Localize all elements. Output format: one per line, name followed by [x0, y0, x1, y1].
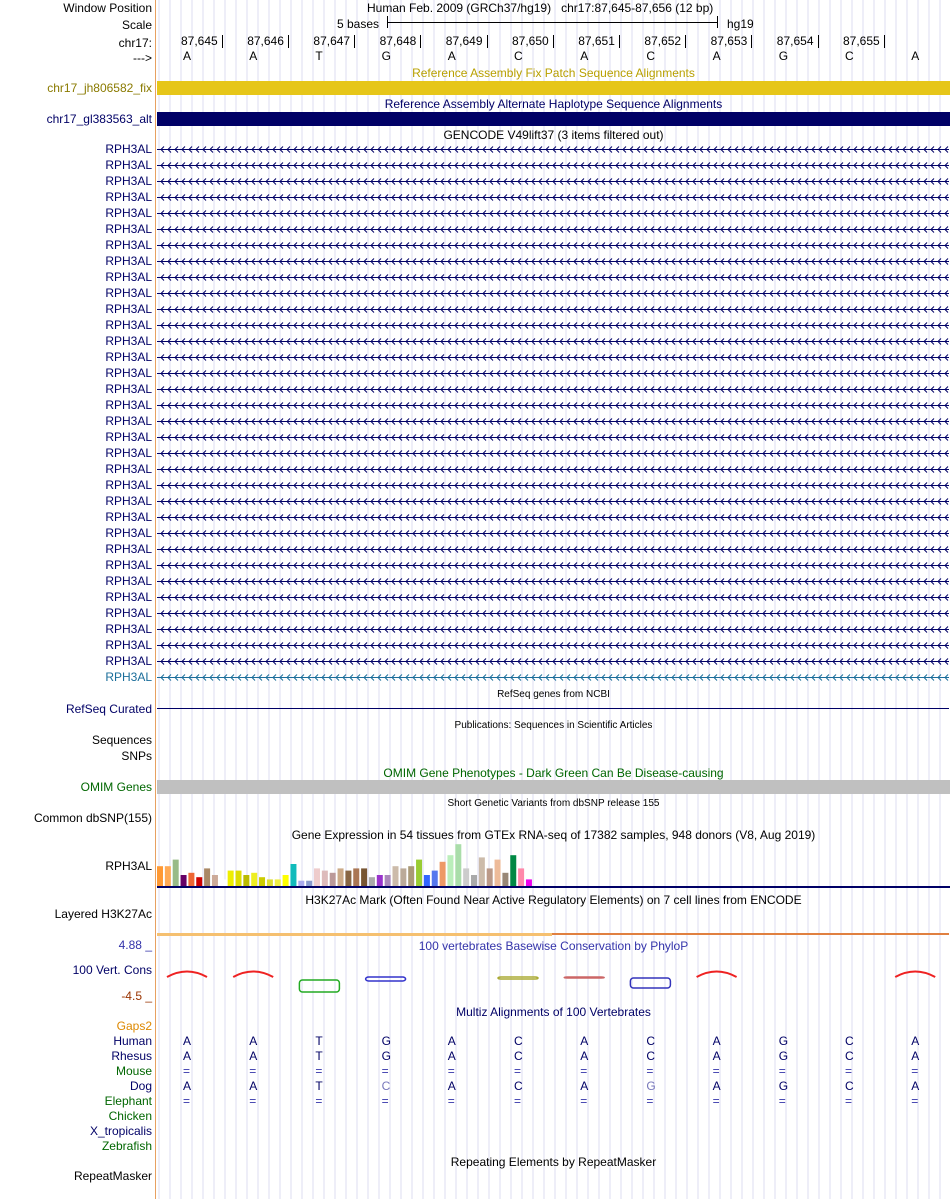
gencode-transcript-label[interactable]: RPH3AL	[105, 398, 152, 412]
gtex-tissue-bar[interactable]	[463, 868, 469, 886]
position-tick-label: 87,645	[181, 35, 223, 48]
gtex-tissue-bar[interactable]	[440, 862, 446, 886]
gencode-transcript-label[interactable]: RPH3AL	[105, 334, 152, 348]
alignment-base: =	[183, 1094, 191, 1108]
alignment-base: A	[580, 1079, 589, 1093]
gencode-transcript-label[interactable]: RPH3AL	[105, 558, 152, 572]
gtex-tissue-bar[interactable]	[518, 868, 524, 886]
gtex-tissue-bar[interactable]	[196, 877, 202, 886]
gtex-tissue-bar[interactable]	[487, 868, 493, 886]
alignment-base: A	[249, 1079, 258, 1093]
gtex-tissue-bar[interactable]	[314, 868, 320, 886]
alignment-base: A	[712, 1049, 721, 1063]
reference-base: A	[712, 49, 721, 63]
alignment-base: A	[911, 1034, 920, 1048]
gtex-tissue-bar[interactable]	[212, 875, 218, 886]
alignment-base: G	[646, 1079, 656, 1093]
refseq-title: RefSeq genes from NCBI	[497, 689, 610, 700]
gencode-transcript[interactable]	[157, 497, 949, 506]
gencode-transcript-label[interactable]: RPH3AL	[105, 254, 152, 268]
gencode-transcript[interactable]	[157, 353, 949, 362]
gencode-transcript-label[interactable]: RPH3AL	[105, 430, 152, 444]
gencode-transcript-label[interactable]: RPH3AL	[105, 238, 152, 252]
species-label[interactable]: Zebrafish	[101, 1139, 152, 1153]
gtex-tissue-bar[interactable]	[251, 873, 257, 886]
omim-label[interactable]: OMIM Genes	[80, 780, 152, 794]
alignment-base: =	[447, 1094, 455, 1108]
gtex-title: Gene Expression in 54 tissues from GTEx RNA-seq of 17382 samples, 948 donors (V8, Aug 2019)	[291, 828, 816, 842]
alignment-base: =	[778, 1064, 786, 1078]
phylop-label[interactable]: 100 Vert. Cons	[72, 963, 152, 977]
nonconserved-base-glyph	[366, 977, 406, 981]
gtex-tissue-bar[interactable]	[322, 871, 328, 886]
alignment-base: =	[845, 1064, 853, 1078]
gencode-transcript-label[interactable]: RPH3AL	[105, 494, 152, 508]
gtex-tissue-bar[interactable]	[173, 860, 179, 886]
fix-patch-title: Reference Assembly Fix Patch Sequence Alignments	[412, 66, 695, 80]
conserved-base-glyph	[895, 972, 935, 978]
alignment-base: =	[381, 1094, 389, 1108]
gencode-transcript[interactable]	[157, 193, 949, 202]
gencode-transcript-label[interactable]: RPH3AL	[105, 414, 152, 428]
gencode-transcript-label[interactable]: RPH3AL	[105, 462, 152, 476]
publications-label[interactable]: Sequences	[91, 733, 152, 747]
alignment-base: G	[778, 1034, 789, 1048]
gencode-transcript-label[interactable]: RPH3AL	[105, 606, 152, 620]
gencode-transcript[interactable]	[157, 529, 949, 538]
gtex-tissue-bar[interactable]	[377, 875, 383, 886]
gencode-transcript-label[interactable]: RPH3AL	[105, 222, 152, 236]
alignment-base: =	[249, 1094, 257, 1108]
gencode-transcript-label[interactable]: RPH3AL	[105, 638, 152, 652]
scale-bar-left-tick	[387, 16, 388, 28]
refseq-gene-line[interactable]	[157, 708, 949, 709]
dbsnp-title: Short Genetic Variants from dbSNP release 155	[447, 798, 660, 809]
alignment-base: A	[447, 1049, 456, 1063]
h3k27ac-signal-left	[157, 933, 552, 936]
gencode-transcript-label[interactable]: RPH3AL	[105, 542, 152, 556]
gencode-transcript[interactable]	[157, 273, 949, 282]
gencode-transcript[interactable]	[157, 257, 949, 266]
gencode-transcript-label[interactable]: RPH3AL	[105, 206, 152, 220]
gtex-tissue-bar[interactable]	[243, 875, 249, 886]
alignment-base: A	[911, 1049, 920, 1063]
gencode-transcript[interactable]	[157, 625, 949, 634]
alignment-base: A	[911, 1079, 920, 1093]
gtex-tissue-bar[interactable]	[181, 875, 187, 886]
gencode-transcript-label[interactable]: RPH3AL	[105, 622, 152, 636]
gtex-tissue-bar[interactable]	[455, 844, 461, 886]
publications-title: Publications: Sequences in Scientific Articles	[454, 720, 653, 731]
gencode-transcript[interactable]	[157, 657, 949, 666]
position-tick-label: 87,646	[247, 35, 289, 48]
fix-patch-label[interactable]: chr17_jh806582_fix	[47, 81, 152, 95]
position-tick-label: 87,649	[446, 35, 488, 48]
gtex-tissue-bar[interactable]	[432, 871, 438, 886]
h3k27ac-label[interactable]: Layered H3K27Ac	[54, 907, 152, 921]
gtex-tissue-bar[interactable]	[283, 875, 289, 886]
alignment-base: =	[580, 1094, 588, 1108]
alignment-base: C	[514, 1034, 523, 1048]
gencode-transcript[interactable]	[157, 417, 949, 426]
alignment-base: =	[712, 1064, 720, 1078]
repeatmasker-title: Repeating Elements by RepeatMasker	[450, 1155, 657, 1169]
alignment-base: A	[447, 1079, 456, 1093]
gtex-tissue-bar[interactable]	[188, 873, 194, 886]
alignment-base: C	[514, 1049, 523, 1063]
gtex-bar-chart[interactable]	[157, 840, 950, 890]
nonconserved-base-glyph	[630, 978, 670, 988]
phylop-min: -4.5 _	[121, 989, 152, 1003]
alignment-base: G	[778, 1049, 789, 1063]
gencode-transcript-label[interactable]: RPH3AL	[105, 574, 152, 588]
alignment-base: C	[381, 1079, 391, 1093]
gencode-transcript[interactable]	[157, 241, 949, 250]
chrom-label: chr17:	[118, 36, 152, 50]
alignment-base: =	[646, 1064, 654, 1078]
gencode-transcript[interactable]	[157, 305, 949, 314]
gencode-transcript-label[interactable]: RPH3AL	[105, 478, 152, 492]
gtex-tissue-bar[interactable]	[275, 879, 281, 886]
alignment-base: T	[315, 1079, 323, 1093]
gtex-tissue-bar[interactable]	[510, 855, 516, 886]
phylop-logo[interactable]	[157, 960, 950, 1000]
reference-base: C	[514, 49, 523, 63]
gtex-tissue-bar[interactable]	[338, 868, 344, 886]
gencode-transcript-label[interactable]: RPH3AL	[105, 270, 152, 284]
gencode-transcript-label[interactable]: RPH3AL	[105, 286, 152, 300]
gencode-transcript[interactable]	[157, 593, 949, 602]
gtex-tissue-bar[interactable]	[259, 877, 265, 886]
alignment-base: C	[514, 1079, 523, 1093]
snps-label[interactable]: SNPs	[121, 749, 152, 763]
alignment-base: C	[646, 1034, 656, 1048]
nonconserved-base-glyph	[299, 980, 339, 992]
alignment-base: A	[183, 1049, 192, 1063]
alignment-base: A	[183, 1079, 192, 1093]
gencode-transcript[interactable]	[157, 145, 949, 154]
conserved-base-glyph	[167, 972, 207, 978]
alignment-base: =	[911, 1064, 919, 1078]
gtex-tissue-bar[interactable]	[345, 871, 351, 886]
gencode-transcript[interactable]	[157, 369, 949, 378]
scale-text: 5 bases	[337, 17, 380, 31]
alignment-base: A	[249, 1049, 258, 1063]
species-label[interactable]: Mouse	[115, 1064, 152, 1078]
h3k27ac-title: H3K27Ac Mark (Often Found Near Active Regulatory Elements) on 7 cell lines from ENCODE	[305, 893, 802, 907]
dbsnp-label[interactable]: Common dbSNP(155)	[33, 811, 152, 825]
gencode-transcript-label[interactable]: RPH3AL	[105, 654, 152, 668]
assembly-name: Human Feb. 2009 (GRCh37/hg19)	[367, 1, 552, 15]
alignment-base: T	[315, 1049, 323, 1063]
window-position-label: Window Position	[63, 1, 152, 15]
alignment-base: C	[646, 1049, 656, 1063]
region-text: chr17:87,645-87,656 (12 bp)	[561, 1, 714, 15]
gencode-transcript-label[interactable]: RPH3AL	[105, 382, 152, 396]
scale-bar-right-tick	[717, 16, 718, 28]
window-position	[367, 1, 713, 15]
repeatmasker-label[interactable]: RepeatMasker	[73, 1169, 152, 1183]
alignment-base: =	[315, 1064, 323, 1078]
gtex-tissue-bar[interactable]	[424, 875, 430, 886]
conserved-base-glyph	[697, 972, 737, 978]
alignment-base: A	[183, 1034, 192, 1048]
position-tick-label: 87,650	[512, 35, 554, 48]
gtex-tissue-bar[interactable]	[157, 866, 163, 886]
omim-bar[interactable]	[157, 780, 950, 794]
gencode-transcript[interactable]	[157, 465, 949, 474]
gtex-tissue-bar[interactable]	[236, 871, 242, 886]
reference-base: G	[381, 49, 391, 63]
gtex-tissue-bar[interactable]	[416, 860, 422, 886]
gencode-transcript-label[interactable]: RPH3AL	[105, 190, 152, 204]
gtex-tissue-bar[interactable]	[361, 868, 367, 886]
gencode-transcript[interactable]	[157, 321, 949, 330]
gtex-tissue-bar[interactable]	[228, 871, 234, 886]
alignment-base: =	[778, 1094, 786, 1108]
reference-base: C	[646, 49, 656, 63]
gencode-transcript[interactable]	[157, 577, 949, 586]
gtex-tissue-bar[interactable]	[447, 855, 453, 886]
gtex-tissue-bar[interactable]	[353, 868, 359, 886]
gencode-transcript[interactable]	[157, 433, 949, 442]
alignment-base: =	[712, 1094, 720, 1108]
gtex-baseline	[157, 886, 950, 888]
position-tick-label: 87,653	[711, 35, 753, 48]
gtex-tissue-bar[interactable]	[220, 879, 226, 886]
gaps-label[interactable]: Gaps2	[116, 1019, 152, 1033]
gtex-tissue-bar[interactable]	[471, 875, 477, 886]
gtex-tissue-bar[interactable]	[526, 879, 532, 886]
gtex-tissue-bar[interactable]	[385, 875, 391, 886]
gencode-transcript[interactable]	[157, 209, 949, 218]
gtex-tissue-bar[interactable]	[400, 868, 406, 886]
gtex-tissue-bar[interactable]	[393, 866, 399, 886]
alignment-base: G	[778, 1079, 789, 1093]
multiz-title: Multiz Alignments of 100 Vertebrates	[456, 1005, 651, 1019]
gencode-transcript[interactable]	[157, 561, 949, 570]
refseq-label[interactable]: RefSeq Curated	[65, 702, 152, 716]
reference-base: A	[911, 49, 920, 63]
gtex-tissue-bar[interactable]	[408, 866, 414, 886]
alignment-base: T	[315, 1034, 323, 1048]
alignment-base: C	[845, 1049, 854, 1063]
gtex-tissue-bar[interactable]	[479, 857, 485, 886]
alignment-base: A	[712, 1079, 721, 1093]
reference-base: A	[249, 49, 258, 63]
alignment-base: =	[646, 1094, 654, 1108]
gtex-tissue-bar[interactable]	[369, 877, 375, 886]
position-tick-label: 87,648	[380, 35, 422, 48]
reference-base: C	[845, 49, 854, 63]
alignment-base: =	[845, 1094, 853, 1108]
gencode-transcript[interactable]	[157, 481, 949, 490]
nonconserved-base-glyph	[564, 977, 604, 978]
alignment-base: A	[580, 1034, 589, 1048]
species-label[interactable]: Rhesus	[111, 1049, 152, 1063]
reference-base: T	[315, 49, 323, 63]
species-label[interactable]: Chicken	[108, 1109, 152, 1123]
omim-title: OMIM Gene Phenotypes - Dark Green Can Be Disease-causing	[383, 766, 724, 780]
reference-base: A	[580, 49, 589, 63]
alignment-base: =	[183, 1064, 191, 1078]
alignment-base: C	[845, 1034, 854, 1048]
gencode-transcript-label[interactable]: RPH3AL	[105, 446, 152, 460]
position-tick-label: 87,647	[313, 35, 355, 48]
gtex-tissue-bar[interactable]	[502, 873, 508, 886]
gtex-tissue-bar[interactable]	[330, 873, 336, 886]
alignment-base: =	[514, 1094, 522, 1108]
alignment-base: C	[845, 1079, 854, 1093]
alignment-base: G	[381, 1034, 391, 1048]
position-tick-label: 87,652	[644, 35, 686, 48]
nonconserved-base-glyph	[498, 977, 538, 979]
gencode-transcript[interactable]	[157, 673, 949, 682]
position-tick-label: 87,651	[578, 35, 620, 48]
alignment-base: =	[315, 1094, 323, 1108]
gencode-transcript[interactable]	[157, 161, 949, 170]
gencode-transcript-label[interactable]: RPH3AL	[105, 350, 152, 364]
gencode-transcript-label[interactable]: RPH3AL	[105, 174, 152, 188]
gencode-transcript-label[interactable]: RPH3AL	[105, 158, 152, 172]
phylop-title: 100 vertebrates Basewise Conservation by PhyloP	[418, 939, 689, 953]
gtex-tissue-bar[interactable]	[204, 868, 210, 886]
gencode-transcript[interactable]	[157, 289, 949, 298]
gencode-transcript-label[interactable]: RPH3AL	[105, 142, 152, 156]
gencode-transcript[interactable]	[157, 177, 949, 186]
h3k27ac-signal-right	[552, 933, 949, 935]
gencode-transcript[interactable]	[157, 609, 949, 618]
gencode-transcript[interactable]	[157, 545, 949, 554]
alignment-base: =	[249, 1064, 257, 1078]
gtex-tissue-bar[interactable]	[290, 864, 296, 886]
gencode-transcript-label[interactable]: RPH3AL	[105, 526, 152, 540]
alignment-base: =	[381, 1064, 389, 1078]
fix-patch-bar[interactable]	[157, 81, 950, 95]
alt-haplotype-label[interactable]: chr17_gl383563_alt	[46, 112, 152, 126]
gencode-transcript-label[interactable]: RPH3AL	[105, 510, 152, 524]
gencode-transcript[interactable]	[157, 385, 949, 394]
gtex-tissue-bar[interactable]	[165, 866, 171, 886]
reference-base: A	[183, 49, 192, 63]
gencode-transcript[interactable]	[157, 641, 949, 650]
species-label[interactable]: Elephant	[104, 1094, 152, 1108]
gencode-transcript[interactable]	[157, 225, 949, 234]
reference-base: A	[447, 49, 456, 63]
gencode-transcript-label[interactable]: RPH3AL	[105, 318, 152, 332]
gencode-transcript-label[interactable]: RPH3AL	[105, 590, 152, 604]
gencode-transcript-label[interactable]: RPH3AL	[105, 366, 152, 380]
alignment-base: =	[911, 1094, 919, 1108]
alignment-base: =	[580, 1064, 588, 1078]
db-name: hg19	[727, 17, 754, 31]
alignment-base: A	[249, 1034, 258, 1048]
position-tick-label: 87,654	[777, 35, 819, 48]
gtex-label[interactable]: RPH3AL	[105, 859, 152, 873]
alignment-base: A	[712, 1034, 721, 1048]
alignment-base: A	[447, 1034, 456, 1048]
gencode-transcript[interactable]	[157, 337, 949, 346]
reference-base: G	[778, 49, 789, 63]
alignment-base: =	[447, 1064, 455, 1078]
alt-haplotype-title: Reference Assembly Alternate Haplotype Sequence Alignments	[384, 97, 723, 111]
scale-label: Scale	[121, 18, 152, 32]
phylop-max: 4.88 _	[118, 938, 152, 952]
alt-haplotype-bar[interactable]	[157, 112, 950, 126]
gencode-transcript[interactable]	[157, 401, 949, 410]
label-divider	[155, 0, 156, 1199]
gencode-transcript[interactable]	[157, 513, 949, 522]
alignment-base: =	[514, 1064, 522, 1078]
gencode-transcript[interactable]	[157, 449, 949, 458]
alignment-base: A	[580, 1049, 589, 1063]
gtex-tissue-bar[interactable]	[495, 860, 501, 886]
species-label[interactable]: Human	[113, 1034, 152, 1048]
scale-bar	[387, 22, 718, 23]
strand-label: --->	[133, 51, 152, 65]
conserved-base-glyph	[233, 972, 273, 978]
gtex-tissue-bar[interactable]	[267, 879, 273, 886]
gencode-transcript-label[interactable]: RPH3AL	[105, 302, 152, 316]
alignment-base: G	[381, 1049, 391, 1063]
species-label[interactable]: X_tropicalis	[89, 1124, 152, 1138]
position-tick-label: 87,655	[843, 35, 885, 48]
gencode-title: GENCODE V49lift37 (3 items filtered out)	[443, 128, 664, 142]
species-label[interactable]: Dog	[129, 1079, 152, 1093]
gencode-transcript-label[interactable]: RPH3AL	[105, 670, 152, 684]
